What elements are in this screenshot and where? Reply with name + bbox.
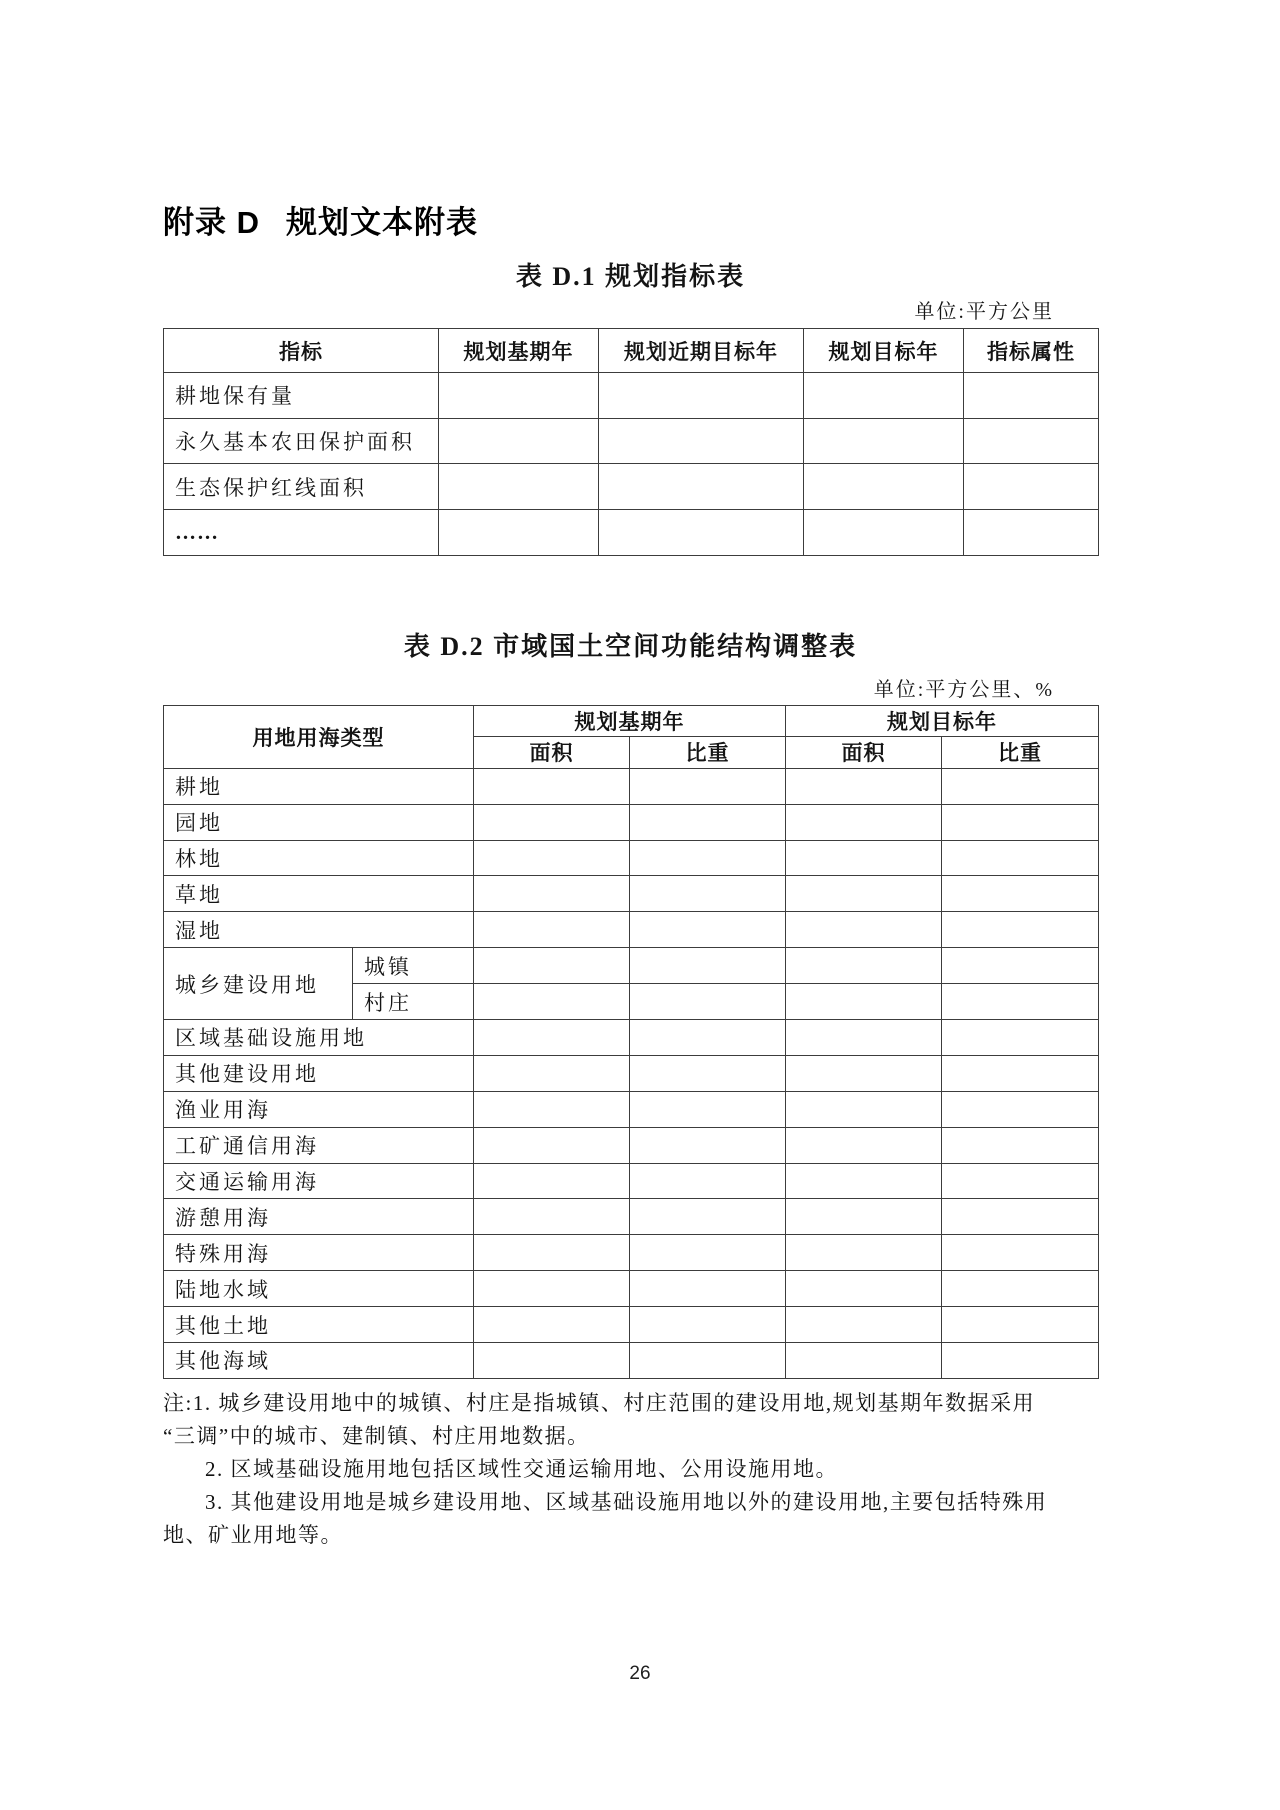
group-header-target-year: 规划目标年	[786, 705, 1099, 736]
data-cell	[964, 418, 1099, 464]
table-row	[164, 1343, 1099, 1379]
data-cell	[942, 912, 1099, 948]
data-cell	[439, 464, 599, 510]
data-cell	[942, 948, 1099, 984]
appendix-title-text: 规划文本附表	[286, 205, 478, 240]
row-label: 其他土地	[164, 1307, 474, 1343]
appendix-label: 附录 D	[163, 205, 260, 240]
note-line: 注:1. 城乡建设用地中的城镇、村庄是指城镇、村庄范围的建设用地,规划基期年数据采用	[163, 1390, 1036, 1415]
table-row	[164, 373, 1099, 419]
data-cell	[964, 464, 1099, 510]
table-row	[164, 1019, 1099, 1055]
data-cell	[474, 1163, 630, 1199]
data-cell	[630, 1091, 786, 1127]
data-cell	[474, 1307, 630, 1343]
page-title	[163, 203, 1098, 243]
table-row	[164, 1199, 1099, 1235]
data-cell	[630, 1055, 786, 1091]
data-cell	[942, 840, 1099, 876]
data-cell	[964, 373, 1099, 419]
table-row	[164, 1055, 1099, 1091]
data-cell	[942, 804, 1099, 840]
data-cell	[804, 418, 964, 464]
data-cell	[630, 1019, 786, 1055]
row-label: 生态保护红线面积	[164, 464, 439, 510]
table-row	[164, 1235, 1099, 1271]
data-cell	[439, 373, 599, 419]
data-cell	[599, 464, 804, 510]
data-cell	[964, 510, 1099, 556]
sub-header-proportion: 比重	[630, 736, 786, 768]
column-header-attribute: 指标属性	[964, 329, 1099, 373]
data-cell	[474, 1019, 630, 1055]
page-number: 26	[629, 1663, 651, 1684]
table-row	[164, 804, 1099, 840]
data-cell	[786, 1235, 942, 1271]
data-cell	[786, 948, 942, 984]
group-header-base-year: 规划基期年	[474, 705, 786, 736]
data-cell	[474, 840, 630, 876]
data-cell	[630, 804, 786, 840]
data-cell	[786, 1199, 942, 1235]
row-label: 草地	[164, 876, 474, 912]
table-d2-unit-label: 单位:平方公里、%	[873, 678, 1054, 701]
data-cell	[630, 1343, 786, 1379]
data-cell	[474, 768, 630, 804]
table-row	[164, 1091, 1099, 1127]
data-cell	[786, 768, 942, 804]
data-cell	[786, 1127, 942, 1163]
data-cell	[439, 418, 599, 464]
data-cell	[942, 1091, 1099, 1127]
data-cell	[599, 418, 804, 464]
row-label: 林地	[164, 840, 474, 876]
data-cell	[786, 1271, 942, 1307]
data-cell	[786, 984, 942, 1020]
table-row	[164, 1271, 1099, 1307]
data-cell	[786, 1055, 942, 1091]
table-d1-unit-label: 单位:平方公里	[914, 301, 1054, 323]
table-row	[164, 768, 1099, 804]
table-row	[164, 1163, 1099, 1199]
data-cell	[786, 804, 942, 840]
data-cell	[786, 840, 942, 876]
data-cell	[474, 1091, 630, 1127]
data-cell	[942, 1343, 1099, 1379]
data-cell	[804, 373, 964, 419]
row-label: 其他建设用地	[164, 1055, 474, 1091]
row-label: 区域基础设施用地	[164, 1019, 474, 1055]
table-row	[164, 510, 1099, 556]
row-label: 永久基本农田保护面积	[164, 418, 439, 464]
land-use-sea-structure-table	[163, 705, 1099, 1379]
data-cell	[630, 1235, 786, 1271]
column-header-near-target-year: 规划近期目标年	[599, 329, 804, 373]
column-header-base-year: 规划基期年	[439, 329, 599, 373]
table-row	[164, 1127, 1099, 1163]
data-cell	[630, 876, 786, 912]
data-cell	[474, 804, 630, 840]
note-line: “三调”中的城市、建制镇、村庄用地数据。	[163, 1423, 590, 1448]
data-cell	[786, 1163, 942, 1199]
data-cell	[786, 1091, 942, 1127]
table-row	[164, 948, 1099, 984]
row-label: 耕地保有量	[164, 373, 439, 419]
nested-sub-label: 城镇	[353, 948, 474, 984]
data-cell	[474, 1055, 630, 1091]
nested-sub-label: 村庄	[353, 984, 474, 1020]
data-cell	[630, 1307, 786, 1343]
data-cell	[630, 840, 786, 876]
table-d2-caption: 表 D.2 市域国土空间功能结构调整表	[403, 631, 858, 661]
data-cell	[942, 1019, 1099, 1055]
data-cell	[942, 1055, 1099, 1091]
data-cell	[630, 984, 786, 1020]
data-cell	[786, 876, 942, 912]
data-cell	[630, 1127, 786, 1163]
sub-header-proportion: 比重	[942, 736, 1099, 768]
data-cell	[599, 510, 804, 556]
data-cell	[474, 948, 630, 984]
data-cell	[630, 948, 786, 984]
data-cell	[786, 912, 942, 948]
planning-indicators-table	[163, 328, 1099, 556]
data-cell	[439, 510, 599, 556]
row-label: 特殊用海	[164, 1235, 474, 1271]
data-cell	[942, 1163, 1099, 1199]
table-row	[164, 840, 1099, 876]
data-cell	[630, 912, 786, 948]
data-cell	[786, 1343, 942, 1379]
row-label: 渔业用海	[164, 1091, 474, 1127]
data-cell	[599, 373, 804, 419]
row-label: 工矿通信用海	[164, 1127, 474, 1163]
data-cell	[630, 768, 786, 804]
column-header-target-year: 规划目标年	[804, 329, 964, 373]
data-cell	[942, 876, 1099, 912]
data-cell	[630, 1271, 786, 1307]
row-label: 交通运输用海	[164, 1163, 474, 1199]
data-cell	[474, 1343, 630, 1379]
sub-header-area: 面积	[786, 736, 942, 768]
data-cell	[474, 984, 630, 1020]
data-cell	[942, 1307, 1099, 1343]
row-label: 陆地水域	[164, 1271, 474, 1307]
data-cell	[786, 1307, 942, 1343]
data-cell	[474, 1235, 630, 1271]
table-row	[164, 912, 1099, 948]
table-header-row	[164, 329, 1099, 373]
column-header-indicator: 指标	[164, 329, 439, 373]
data-cell	[942, 984, 1099, 1020]
table-row	[164, 876, 1099, 912]
row-label: 湿地	[164, 912, 474, 948]
data-cell	[630, 1163, 786, 1199]
corner-header-land-sea-type: 用地用海类型	[164, 705, 474, 768]
data-cell	[630, 1199, 786, 1235]
data-cell	[474, 1271, 630, 1307]
data-cell	[786, 1019, 942, 1055]
data-cell	[942, 1271, 1099, 1307]
row-label: 耕地	[164, 768, 474, 804]
data-cell	[942, 768, 1099, 804]
table-header-row	[164, 705, 1099, 736]
row-label: 园地	[164, 804, 474, 840]
nested-group-label: 城乡建设用地	[164, 948, 353, 1020]
note-line: 2. 区域基础设施用地包括区域性交通运输用地、公用设施用地。	[205, 1456, 838, 1481]
table-row	[164, 418, 1099, 464]
data-cell	[804, 464, 964, 510]
data-cell	[474, 876, 630, 912]
note-line: 地、矿业用地等。	[163, 1522, 343, 1547]
data-cell	[804, 510, 964, 556]
document-page-content	[163, 0, 1098, 1552]
note-line: 3. 其他建设用地是城乡建设用地、区域基础设施用地以外的建设用地,主要包括特殊用	[205, 1489, 1048, 1514]
table-row	[164, 1307, 1099, 1343]
table-d1-caption: 表 D.1 规划指标表	[515, 262, 746, 291]
data-cell	[474, 912, 630, 948]
row-label: 游憩用海	[164, 1199, 474, 1235]
data-cell	[474, 1127, 630, 1163]
row-label: 其他海域	[164, 1343, 474, 1379]
data-cell	[942, 1199, 1099, 1235]
data-cell	[942, 1235, 1099, 1271]
sub-header-area: 面积	[474, 736, 630, 768]
data-cell	[474, 1199, 630, 1235]
data-cell	[942, 1127, 1099, 1163]
row-label: ……	[164, 510, 439, 556]
table-row	[164, 464, 1099, 510]
table-notes	[163, 1387, 1098, 1552]
